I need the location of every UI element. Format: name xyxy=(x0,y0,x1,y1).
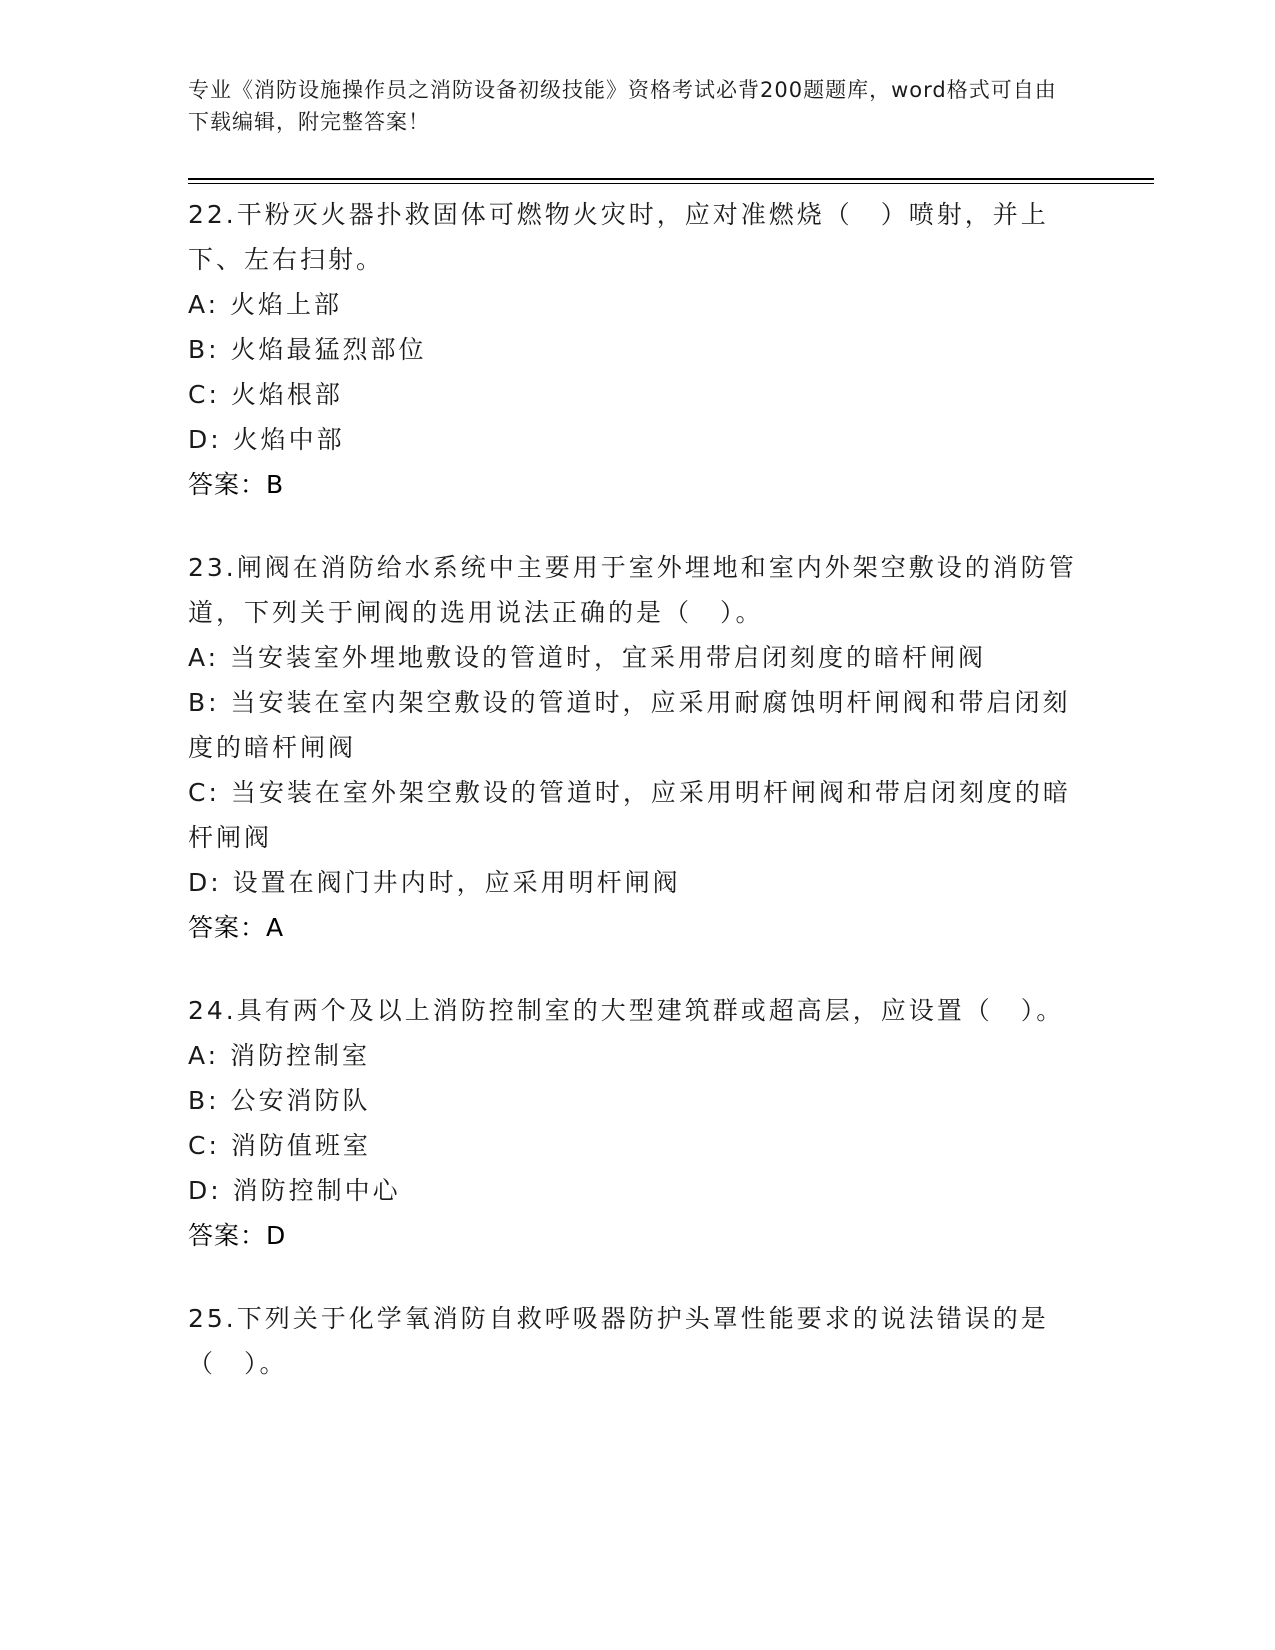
question-list xyxy=(188,192,1078,1424)
option-d: D: 火焰中部 xyxy=(188,425,345,454)
header-divider-thick xyxy=(188,178,1154,180)
answer-value: A xyxy=(266,913,285,942)
answer-line xyxy=(188,462,1078,507)
option-c: C: 当安装在室外架空敷设的管道时，应采用明杆闸阀和带启闭刻度的暗杆闸阀 xyxy=(188,778,1071,852)
answer-value: B xyxy=(266,470,285,499)
option-d: D: 消防控制中心 xyxy=(188,1176,401,1205)
header-divider-thin xyxy=(188,183,1154,184)
question-stem: 25.下列关于化学氧消防自救呼吸器防护头罩性能要求的说法错误的是（ ）。 xyxy=(188,1304,1049,1378)
option-c: C: 火焰根部 xyxy=(188,380,343,409)
option-a: A: 当安装室外埋地敷设的管道时，宜采用带启闭刻度的暗杆闸阀 xyxy=(188,643,987,672)
option-a: A: 消防控制室 xyxy=(188,1041,371,1070)
question-25 xyxy=(188,1296,1078,1386)
question-stem: 24.具有两个及以上消防控制室的大型建筑群或超高层，应设置（ ）。 xyxy=(188,996,1065,1025)
answer-value: D xyxy=(266,1221,287,1250)
answer-label: 答案： xyxy=(188,470,267,499)
answer-line xyxy=(188,905,1078,950)
option-b: B: 公安消防队 xyxy=(188,1086,371,1115)
answer-line xyxy=(188,1213,1078,1258)
question-24 xyxy=(188,988,1078,1258)
answer-label: 答案： xyxy=(188,1221,267,1250)
answer-label: 答案： xyxy=(188,913,267,942)
option-b: B: 当安装在室内架空敷设的管道时，应采用耐腐蚀明杆闸阀和带启闭刻度的暗杆闸阀 xyxy=(188,688,1071,762)
option-d: D: 设置在阀门井内时，应采用明杆闸阀 xyxy=(188,868,681,897)
question-stem: 22.干粉灭火器扑救固体可燃物火灾时，应对准燃烧（ ）喷射，并上下、左右扫射。 xyxy=(188,200,1049,274)
option-a: A: 火焰上部 xyxy=(188,290,343,319)
question-22 xyxy=(188,192,1078,507)
question-stem: 23.闸阀在消防给水系统中主要用于室外埋地和室内外架空敷设的消防管道，下列关于闸阀的选用说法正确的是（ ）。 xyxy=(188,553,1077,627)
option-b: B: 火焰最猛烈部位 xyxy=(188,335,427,364)
option-c: C: 消防值班室 xyxy=(188,1131,371,1160)
question-23 xyxy=(188,545,1078,950)
document-header: 专业《消防设施操作员之消防设备初级技能》资格考试必背200题题库，word格式可自由下载编辑，附完整答案！ xyxy=(188,78,1057,134)
